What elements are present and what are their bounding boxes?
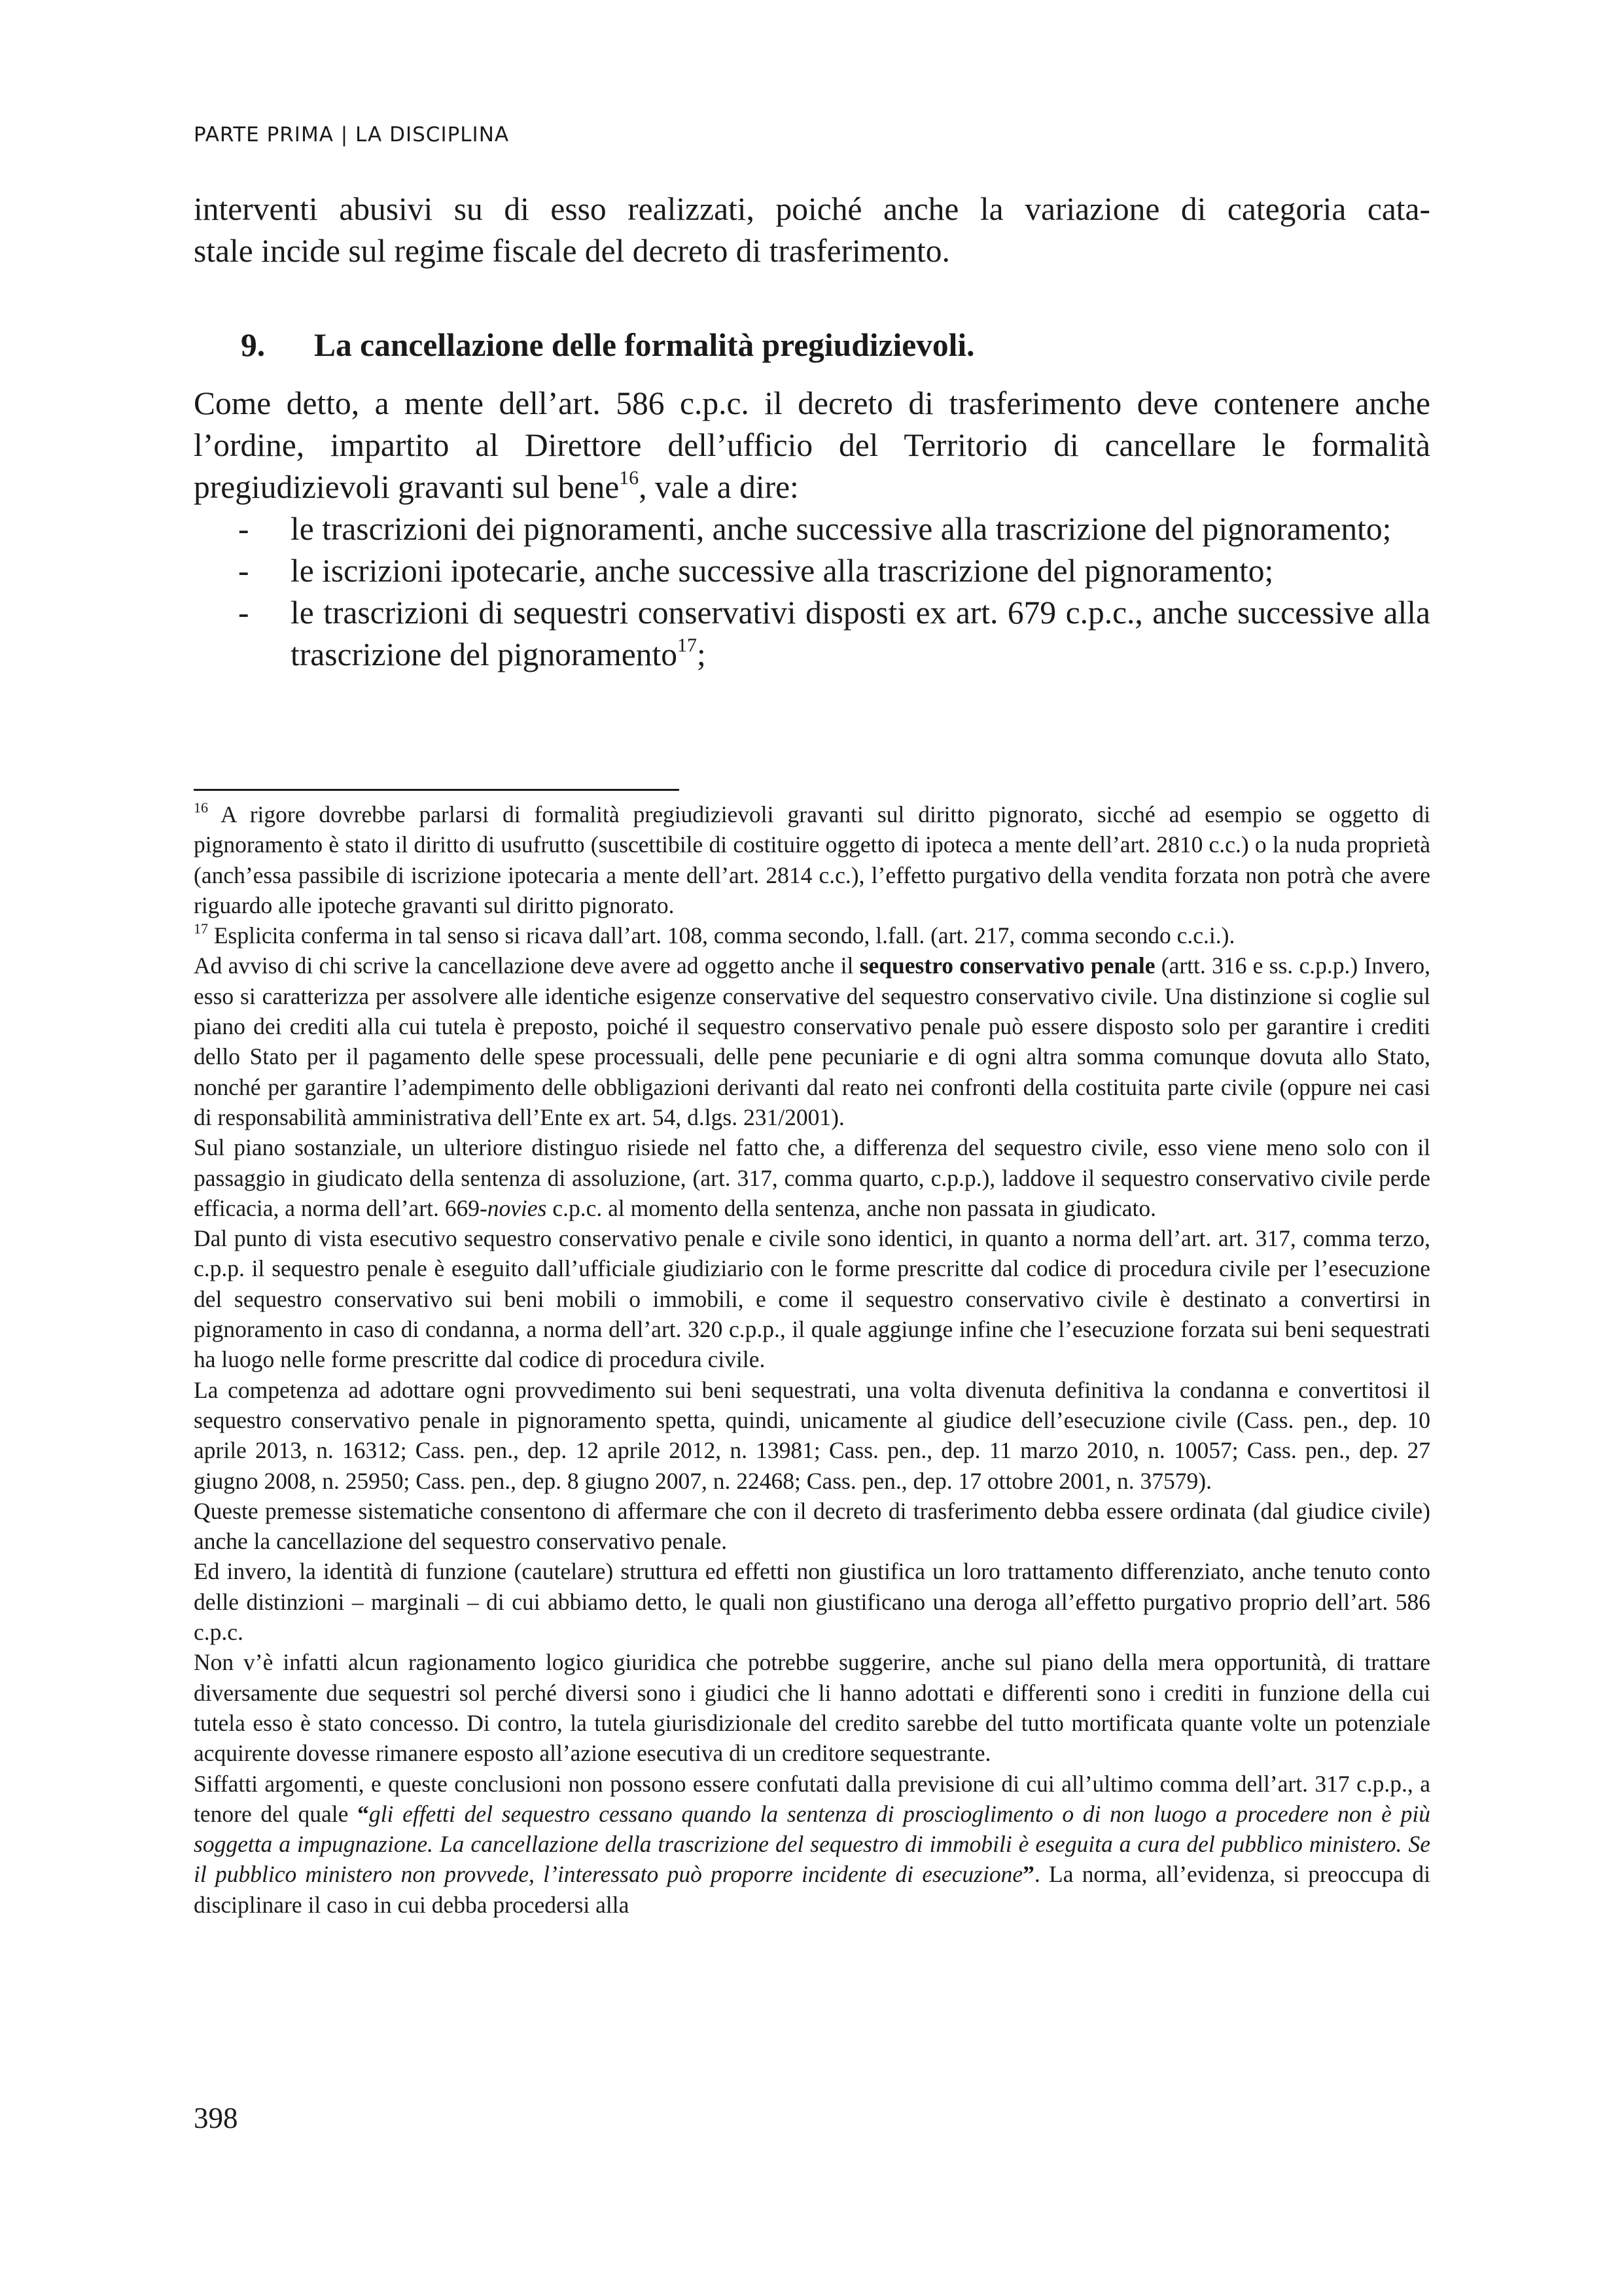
- footnote-17: [194, 920, 1430, 950]
- section-title: La cancellazione delle formalità pregiudizievoli.: [314, 327, 975, 363]
- footnote-17-paragraph: [194, 1769, 1430, 1920]
- open-quote: “: [357, 1800, 369, 1827]
- section-paragraph: [194, 383, 1430, 508]
- footnote-17-paragraph: Queste premesse sistematiche consentono di affermare che con il decreto di trasferimento debba essere ordinata (dal giudice civile) anche la cancellazione del sequestro conservativo penale.: [194, 1497, 1430, 1555]
- footnote-separator: [194, 789, 679, 791]
- footnote-italic-term: novies: [487, 1194, 547, 1221]
- footnote-text: Esplicita conferma in tal senso si ricava dall’art. 108, comma secondo, l.fall. (art. 217, comma secondo c.c.i.).: [208, 922, 1235, 949]
- footnote-text: . La norma, all’evidenza, si preoccupa di disciplinare il caso in cui debba procedersi alla: [194, 1861, 1430, 1918]
- footnote-17-paragraph: [194, 1132, 1430, 1223]
- list-item-tail: ;: [697, 636, 706, 672]
- list-dash: -: [238, 553, 249, 589]
- footnote-17-paragraph: La competenza ad adottare ogni provvedimento sui beni sequestrati, una volta divenuta definitiva la condanna e convertitosi il sequestro conservativo penale in pignoramento spetta, quindi, unicamente al giudice dell’esecuzione civile (Cass. pen., dep. 10 aprile 2013, n. 16312; Cass. pen., dep. 12 aprile 2012, n. 13981; Cass. pen., dep. 11 marzo 2010, n. 10057; Cass. pen., dep. 27 giugno 2008, n. 25950; Cass. pen., dep. 8 giugno 2007, n. 22468; Cass. pen., dep. 17 ottobre 2001, n. 37579).: [194, 1376, 1430, 1494]
- footnote-text: A rigore dovrebbe parlarsi di formalità pregiudizievoli gravanti sul diritto pignorato, sicché ad esempio se oggetto di pignoramento è stato il diritto di usufrutto (suscettibile di costituire oggetto di ipoteca a mente dell’art. 2810 c.c.) o la nuda proprietà (anch’essa passibile di iscrizione ipotecaria a mente dell’art. 2814 c.c.), l’effetto purgativo della vendita forzata non potrà che avere riguardo alle ipoteche gravanti sul diritto pignorato.: [194, 801, 1430, 918]
- paragraph-text: Come detto, a mente dell’art. 586 c.p.c. il decreto di trasferimento deve contenere anche l’ordine, impartito al Direttore dell’ufficio del Territorio di cancellare le formalità pregiudizievoli gravanti sul bene: [194, 385, 1430, 505]
- footnote-bold-term: sequestro conservativo penale: [859, 952, 1156, 979]
- footnote-ref-16[interactable]: 16: [619, 466, 639, 489]
- footnotes: [194, 799, 1430, 1920]
- close-quote: ”: [1023, 1861, 1034, 1888]
- footnote-text: Ad avviso di chi scrive la cancellazione deve avere ad oggetto anche il: [194, 952, 860, 979]
- section-heading: [241, 324, 975, 366]
- footnote-17-paragraph: Dal punto di vista esecutivo sequestro conservativo penale e civile sono identici, in quanto a norma dell’art. art. 317, comma terzo, c.p.p. il sequestro penale è eseguito dall’ufficiale giudiziario con le forme prescritte dal codice di procedura civile per l’esecuzione del sequestro conservativo sui beni mobili o immobili, e come il sequestro conservativo civile è destinato a convertirsi in pignoramento in caso di condanna, a norma dell’art. 320 c.p.p., il quale aggiunge infine che l’esecuzione forzata sui beni sequestrati ha luogo nelle forme prescritte dal codice di procedura civile.: [194, 1225, 1430, 1373]
- paragraph-tail: , vale a dire:: [639, 469, 799, 505]
- footnote-quotation: gli effetti del sequestro cessano quando la sentenza di proscioglimento o di non luogo a procedere non è più soggetta a impugnazione. La cancellazione della trascrizione del sequestro di immobili è eseguita a cura del pubblico ministero. Se il pubblico ministero non provvede, l’interessato può proporre incidente di esecuzione: [194, 1800, 1430, 1888]
- list-item-text: le trascrizioni dei pignoramenti, anche successive alla trascrizione del pignoramento;: [291, 511, 1392, 547]
- footnote-text: Sul piano sostanziale, un ulteriore distinguo risiede nel fatto che, a differenza del sequestro civile, esso viene meno solo con il passaggio in giudicato della sentenza di assoluzione, (art. 317, comma quarto, c.p.p.), laddove il sequestro conservativo civile perde efficacia, a norma dell’art. 669-: [194, 1134, 1430, 1221]
- list-item: [194, 550, 1430, 592]
- footnote-text: (artt. 316 e ss. c.p.p.) Invero, esso si caratterizza per assolvere alle identiche esigenze conservative del sequestro conservativo civile. Una distinzione si coglie sul piano dei crediti alla cui tutela è preposto, poiché il sequestro conservativo penale può essere disposto solo per garantire i crediti dello Stato per il pagamento delle spese processuali, delle pene pecuniarie e di ogni altra somma comunque dovuta allo Stato, nonché per garantire l’adempimento delle obbligazioni derivanti dal reato nei confronti della costituita parte civile (oppure nei casi di responsabilità amministrativa dell’Ente ex art. 54, d.lgs. 231/2001).: [194, 952, 1430, 1130]
- list-item-text: le iscrizioni ipotecarie, anche successive alla trascrizione del pignoramento;: [291, 553, 1274, 589]
- formalities-list: [194, 508, 1430, 676]
- footnote-17-paragraph: Ed invero, la identità di funzione (cautelare) struttura ed effetti non giustifica un loro trattamento differenziato, anche tenuto conto delle distinzioni – marginali – di cui abbiamo detto, le quali non giustificano una deroga all’effetto purgativo proprio dell’art. 586 c.p.c.: [194, 1558, 1430, 1646]
- section-number: 9.: [241, 327, 266, 363]
- intro-line-2: stale incide sul regime fiscale del decreto di trasferimento.: [194, 233, 950, 269]
- list-dash: -: [238, 595, 249, 631]
- footnote-17-paragraph: [194, 950, 1430, 1132]
- footnote-ref-17[interactable]: 17: [677, 634, 697, 656]
- footnote-16: [194, 799, 1430, 920]
- list-item-text: le trascrizioni di sequestri conservativi disposti ex art. 679 c.p.c., anche successive alla trascrizione del pignoramento: [291, 595, 1430, 672]
- intro-line-1: interventi abusivi su di esso realizzati, poiché anche la variazione di categoria cata-: [194, 191, 1430, 227]
- footnote-marker: 17: [194, 920, 208, 937]
- running-head: PARTE PRIMA | LA DISCIPLINA: [194, 123, 510, 147]
- list-item: [194, 592, 1430, 676]
- list-item: [194, 508, 1430, 550]
- footnote-text: c.p.c. al momento della sentenza, anche non passata in giudicato.: [546, 1194, 1157, 1221]
- list-dash: -: [238, 511, 249, 547]
- footnote-17-paragraph: Non v’è infatti alcun ragionamento logico giuridica che potrebbe suggerire, anche sul piano della mera opportunità, di trattare diversamente due sequestri sol perché diversi sono i giudici che li hanno adottati e differenti sono i crediti in funzione della cui tutela esso è stato concesso. Di contro, la tutela giurisdizionale del credito sarebbe del tutto mortificata quante volte un potenziale acquirente dovesse rimanere esposto all’azione esecutiva di un creditore sequestrante.: [194, 1649, 1430, 1767]
- page-number: 398: [194, 2102, 238, 2134]
- footnote-text: Siffatti argomenti, e queste conclusioni non possono essere confutati dalla previsione di cui all’ultimo comma dell’art. 317 c.p.p., a tenore del quale: [194, 1770, 1430, 1827]
- section-body: [194, 383, 1430, 676]
- footnote-marker: 16: [194, 799, 208, 816]
- intro-paragraph: [194, 188, 1430, 272]
